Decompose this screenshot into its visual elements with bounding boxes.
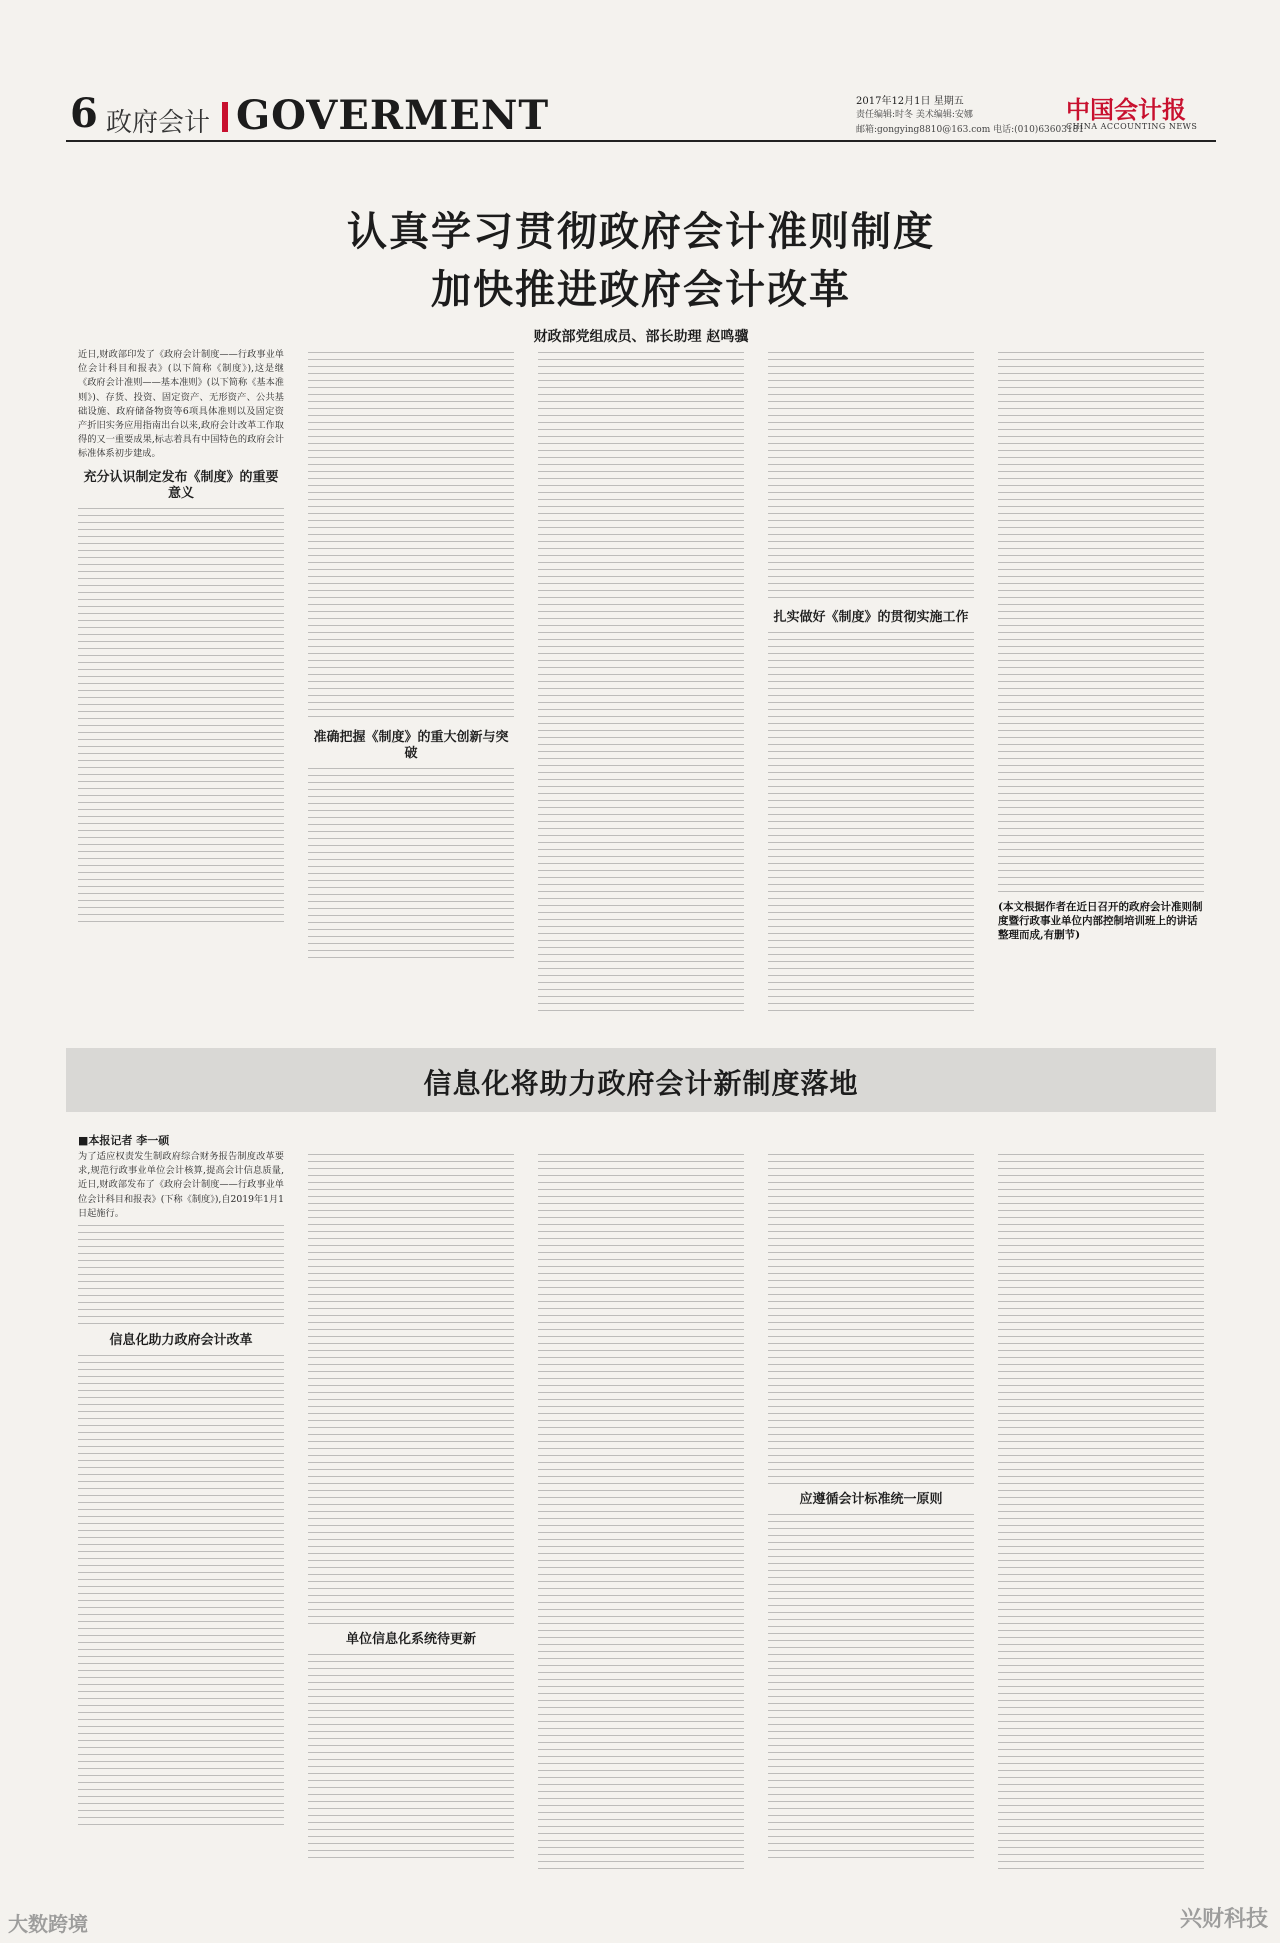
contact-info: 邮箱:gongying8810@163.com 电话:(010)63603181 [856, 125, 1085, 135]
watermark-right: 兴财科技 [1179, 1906, 1268, 1932]
editor-credit: 责任编辑:时冬 美术编辑:安娜 [856, 110, 973, 120]
article1-headline-line2: 加快推进政府会计改革 [431, 266, 851, 313]
body-text-block [78, 508, 284, 928]
article2-subhead-3: 应遵循会计标准统一原则 [799, 1492, 943, 1507]
body-text-block [998, 1154, 1204, 1874]
article1-headline-line1: 认真学习贯彻政府会计准则制度 [347, 208, 935, 255]
body-text-block [78, 1355, 284, 1825]
article2-subhead-1: 信息化助力政府会计改革 [109, 1333, 253, 1349]
body-text-block [768, 632, 974, 1012]
masthead [66, 80, 1216, 138]
article2-intro: 为了适应权责发生制政府综合财务报告制度改革要求,规范行政事业单位会计核算,提高会计信息质量,近日,财政部发布了《政府会计制度——行政事业单位会计科目和报表》(下称《制度》),自2019年1月1日起施行。 [78, 1151, 284, 1219]
article1-subhead-3: 扎实做好《制度》的贯彻实施工作 [773, 610, 969, 625]
article2-body [78, 1150, 1208, 1880]
paper-logo-en: CHINA ACCOUNTING NEWS [1066, 122, 1198, 131]
body-text-block [998, 352, 1204, 892]
article2-headline: 信息化将助力政府会计新制度落地 [423, 1067, 859, 1100]
body-text-block [308, 1154, 514, 1624]
article2-column-3 [538, 1150, 744, 1880]
section-divider-bar [222, 102, 228, 132]
body-text-block [768, 352, 974, 602]
article1-column-2 [308, 348, 514, 1018]
body-text-block [768, 1154, 974, 1484]
page-number: 6 [70, 90, 98, 137]
body-text-block [538, 352, 744, 1012]
article1-subhead-2: 准确把握《制度》的重大创新与突破 [313, 730, 509, 761]
body-text-block [308, 352, 514, 722]
article1-body [78, 348, 1208, 1018]
article2-subhead-2: 单位信息化系统待更新 [345, 1632, 476, 1647]
issue-date: 2017年12月1日 星期五 [856, 96, 964, 107]
section-name-en: GOVERMENT [236, 92, 550, 139]
article1-column-4 [768, 348, 974, 1018]
article1-editor-note: (本文根据作者在近日召开的政府会计准则制度暨行政事业单位内部控制培训班上的讲话整理而成,有删节) [998, 901, 1203, 941]
article2-reporter: ■本报记者 李一硕 [78, 1134, 170, 1147]
section-name-cn: 政府会计 [106, 108, 211, 138]
article2-column-5 [998, 1150, 1204, 1880]
article1-intro: 近日,财政部印发了《政府会计制度——行政事业单位会计科目和报表》(以下简称《制度》),这是继《政府会计准则——基本准则》(以下简称《基本准则》)、存货、投资、固定资产、无形资产、公共基础设施、政府储备物资等6项具体准则以及固定资产折旧实务应用指南出台以来,政府会计改革工作取得的又一重要成果,标志着具有中国特色的政府会计标准体系初步建成。 [78, 349, 284, 460]
article1-column-1 [78, 348, 284, 1018]
paper-logo: 中国会计报 [1066, 95, 1186, 124]
newspaper-page [66, 80, 1216, 1920]
article2-column-2 [308, 1150, 514, 1880]
body-text-block [308, 768, 514, 958]
body-text-block [78, 1225, 284, 1325]
article2-column-1 [78, 1150, 284, 1880]
article1-subhead-1: 充分认识制定发布《制度》的重要意义 [83, 469, 279, 501]
article1-column-3 [538, 348, 744, 1018]
watermark-left: 大数跨境 [8, 1912, 88, 1936]
body-text-block [538, 1154, 744, 1874]
masthead-rule [66, 140, 1216, 142]
article1-byline: 财政部党组成员、部长助理 赵鸣骥 [533, 329, 749, 345]
body-text-block [308, 1654, 514, 1864]
article2-banner [66, 1048, 1216, 1112]
article2-column-4 [768, 1150, 974, 1880]
body-text-block [768, 1514, 974, 1864]
article1-column-5 [998, 348, 1204, 1018]
